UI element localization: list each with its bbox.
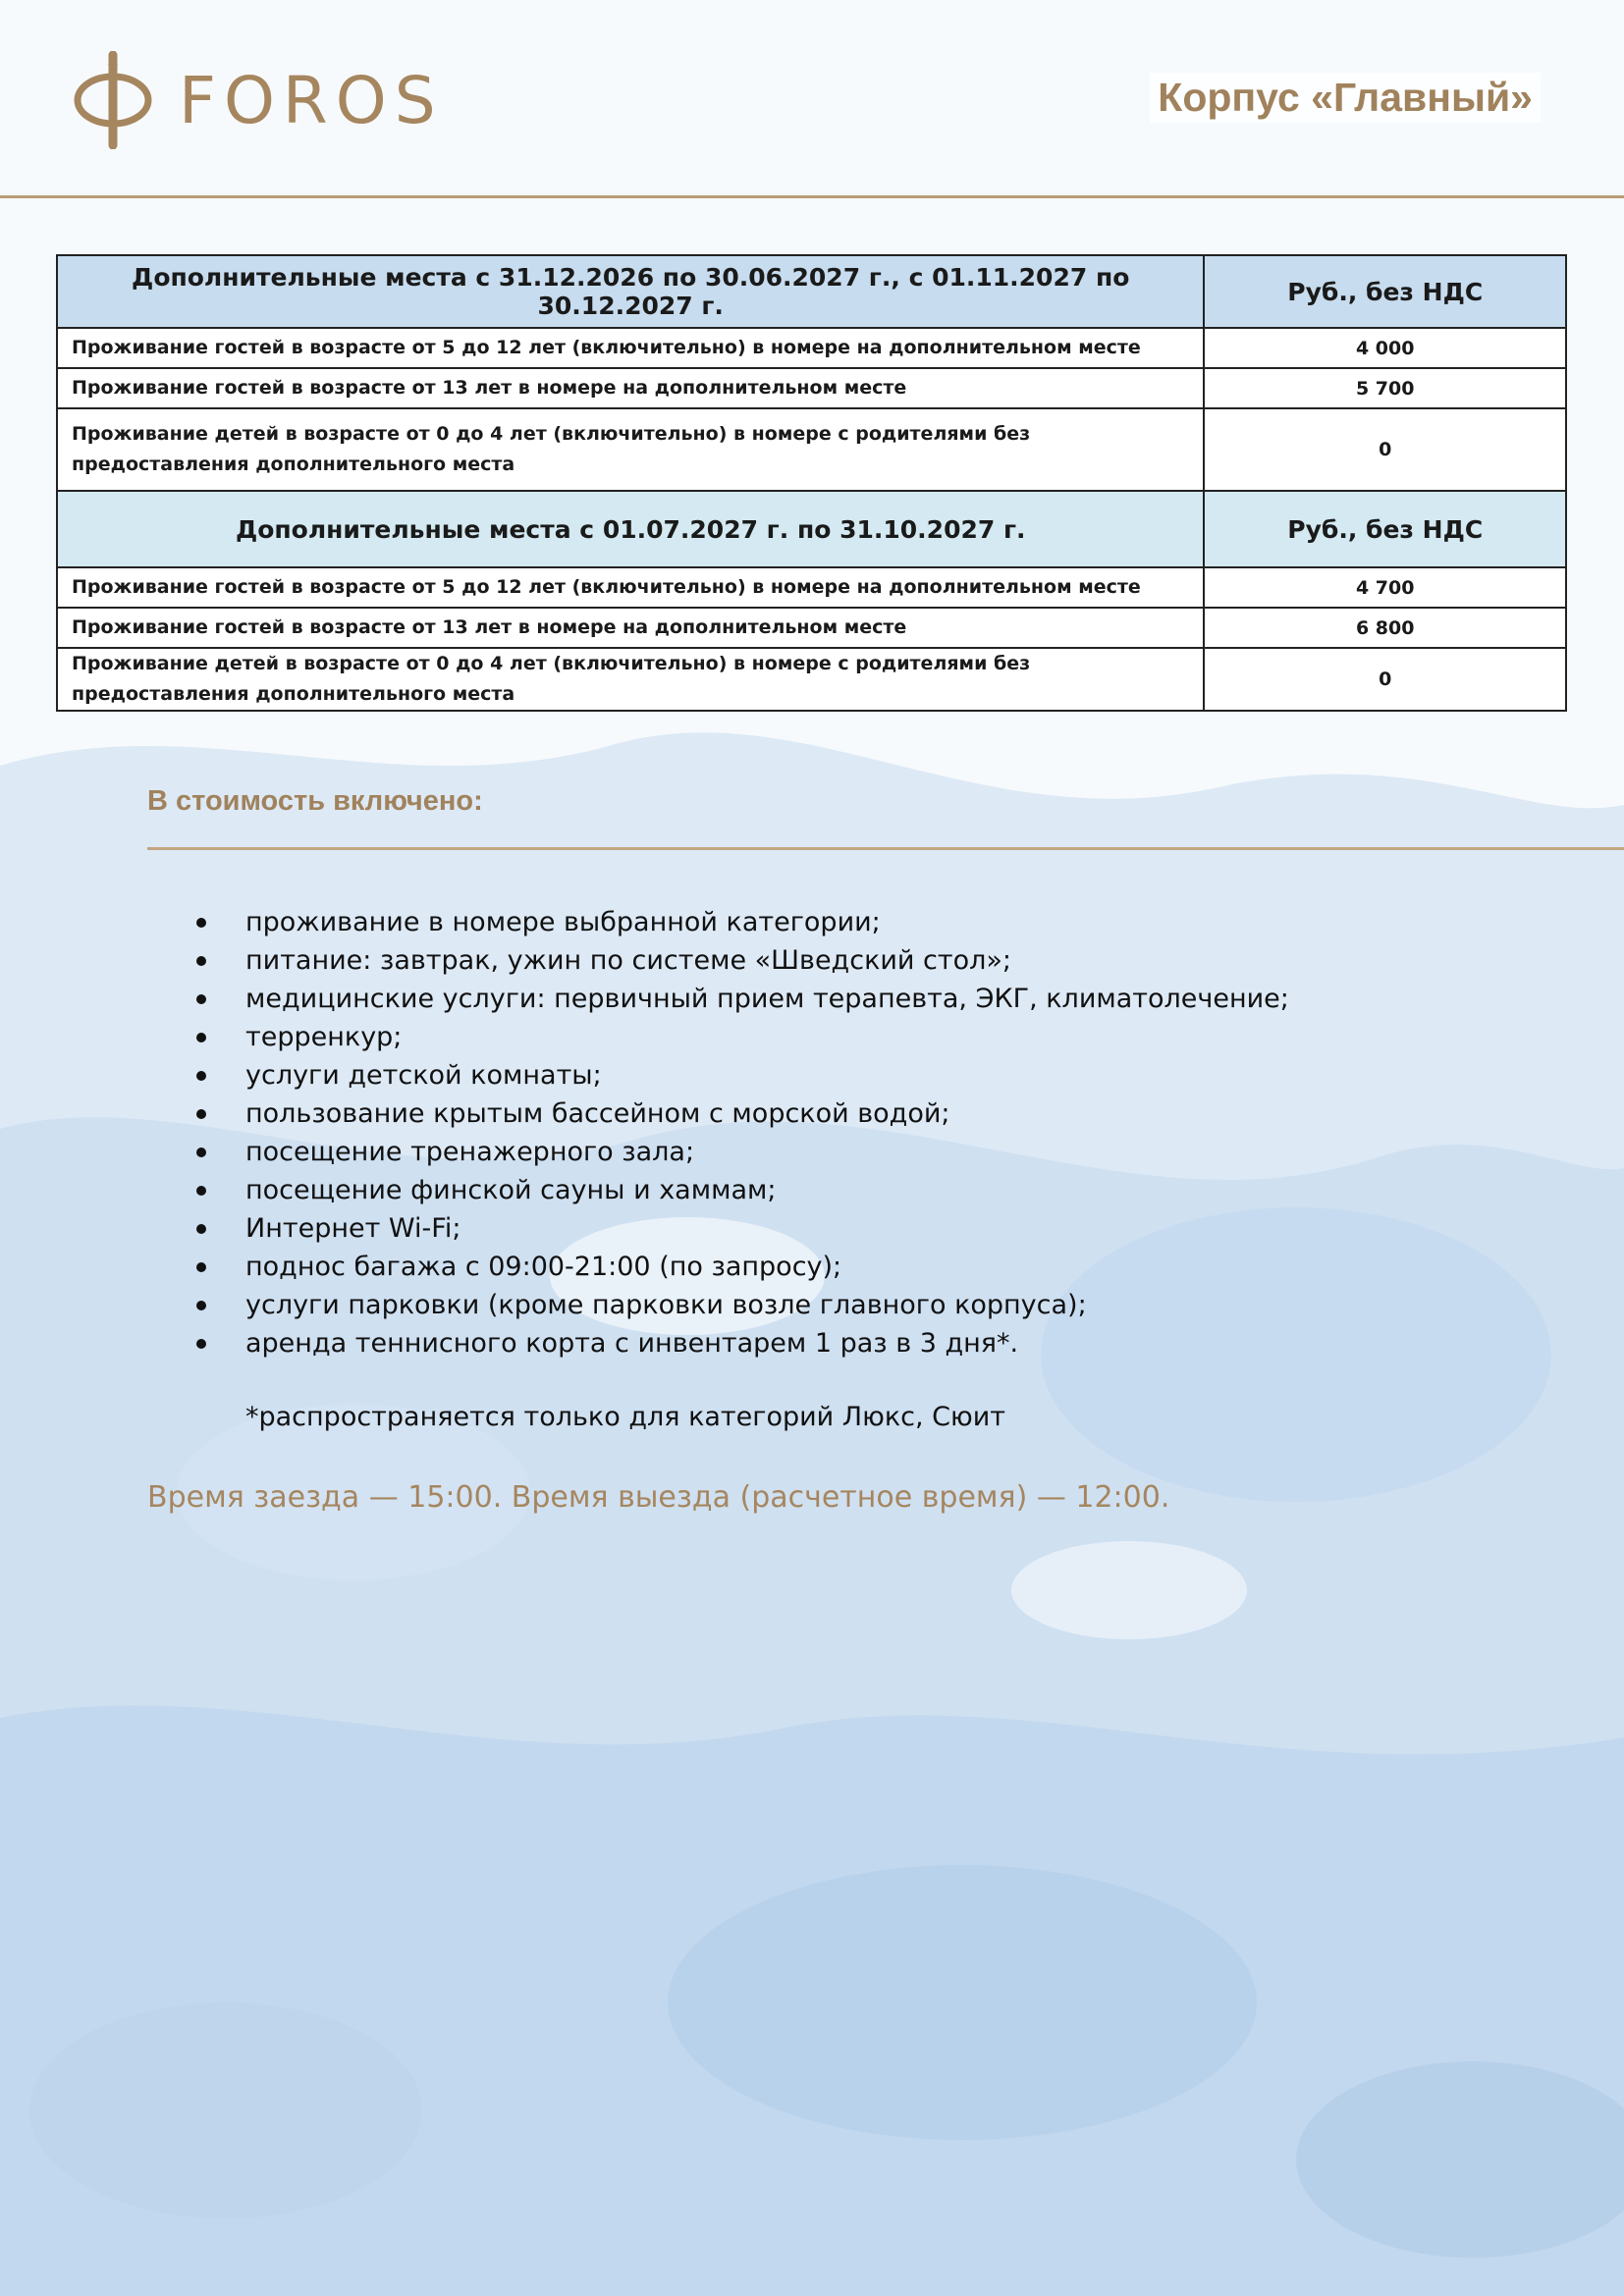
list-item [196,903,1289,941]
phi-logo-icon [69,51,157,149]
list-item [196,1056,1289,1095]
table-row [57,608,1566,648]
bullet-icon [196,1033,206,1042]
list-item [196,1171,1289,1209]
row-price: 4 700 [1204,567,1566,608]
row-price: 5 700 [1204,368,1566,408]
bullet-icon [196,918,206,928]
list-item-text: посещение финской сауны и хаммам; [245,1175,777,1205]
list-item [196,1209,1289,1248]
row-description: Проживание детей в возрасте от 0 до 4 лет (включительно) в номере с родителями без предоставления дополнительного места [57,408,1204,491]
row-description: Проживание детей в возрасте от 0 до 4 лет (включительно) в номере с родителями без предоставления дополнительного места [57,648,1204,711]
list-item [196,1018,1289,1056]
list-item-text: аренда теннисного корта с инвентарем 1 раз в 3 дня*. [245,1328,1019,1359]
included-title: В стоимость включено: [147,785,483,817]
foros-logo [69,51,444,149]
bullet-icon [196,956,206,966]
list-item [196,1133,1289,1171]
bullet-icon [196,1301,206,1310]
bullet-icon [196,1186,206,1196]
bullet-icon [196,1262,206,1272]
row-price: 4 000 [1204,328,1566,368]
table-row [57,368,1566,408]
list-item-text: посещение тренажерного зала; [245,1137,695,1167]
bullet-icon [196,994,206,1004]
extra-beds-price-table [56,254,1567,712]
period-heading: Дополнительные места с 31.12.2026 по 30.06.2027 г., с 01.11.2027 по 30.12.2027 г. [57,255,1204,328]
period-heading: Дополнительные места с 01.07.2027 г. по 31.10.2027 г. [57,491,1204,567]
header-divider [0,195,1624,198]
row-price: 0 [1204,648,1566,711]
list-item-text: услуги детской комнаты; [245,1060,602,1091]
table-row [57,328,1566,368]
list-item-text: проживание в номере выбранной категории; [245,907,881,937]
list-item-text: услуги парковки (кроме парковки возле главного корпуса); [245,1290,1087,1320]
list-item-text: Интернет Wi-Fi; [245,1213,461,1244]
row-price: 6 800 [1204,608,1566,648]
table-header [57,255,1566,328]
building-title: Корпус «Главный» [1150,73,1541,123]
bullet-icon [196,1339,206,1349]
bullet-icon [196,1224,206,1234]
row-description: Проживание гостей в возрасте от 5 до 12 лет (включительно) в номере на дополнительном месте [57,328,1204,368]
table-row [57,567,1566,608]
row-description: Проживание гостей в возрасте от 5 до 12 лет (включительно) в номере на дополнительном месте [57,567,1204,608]
list-item [196,1286,1289,1324]
check-in-out-times: Время заезда — 15:00. Время выезда (расчетное время) — 12:00. [147,1480,1170,1515]
list-item-text: поднос багажа с 09:00-21:00 (по запросу); [245,1252,842,1282]
list-item [196,1095,1289,1133]
bullet-icon [196,1071,206,1081]
table-row [57,648,1566,711]
list-item-text: терренкур; [245,1022,403,1052]
bullet-icon [196,1148,206,1157]
list-item-text: питание: завтрак, ужин по системе «Шведский стол»; [245,945,1012,976]
row-price: 0 [1204,408,1566,491]
list-item [196,980,1289,1018]
footnote: *распространяется только для категорий Люкс, Сюит [245,1402,1005,1432]
list-item [196,941,1289,980]
included-list [196,903,1289,1362]
list-item-text: пользование крытым бассейном с морской водой; [245,1098,950,1129]
table-row [57,408,1566,491]
unit-heading: Руб., без НДС [1204,491,1566,567]
section-divider [147,847,1624,850]
row-description: Проживание гостей в возрасте от 13 лет в номере на дополнительном месте [57,368,1204,408]
logo-text: FOROS [179,62,444,138]
list-item [196,1324,1289,1362]
unit-heading: Руб., без НДС [1204,255,1566,328]
table-header [57,491,1566,567]
list-item [196,1248,1289,1286]
list-item-text: медицинские услуги: первичный прием терапевта, ЭКГ, климатолечение; [245,984,1289,1014]
row-description: Проживание гостей в возрасте от 13 лет в номере на дополнительном месте [57,608,1204,648]
bullet-icon [196,1109,206,1119]
